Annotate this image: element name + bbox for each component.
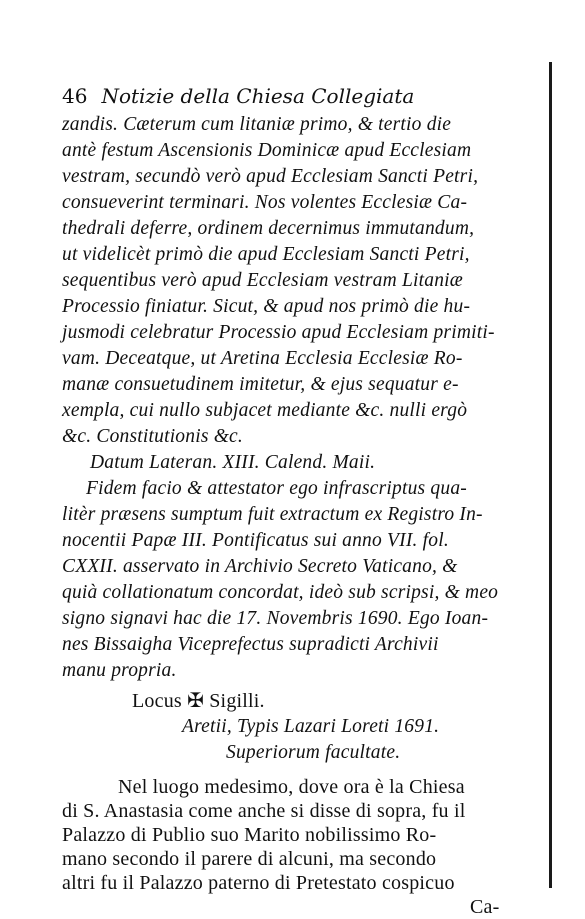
text-line: vestram, secundò verò apud Ecclesiam Sancti Petri,: [62, 166, 479, 187]
text-line: CXXII. asservato in Archivio Secreto Vaticano, &: [62, 556, 458, 577]
page-edge-rule: [549, 62, 552, 888]
text-line: thedrali deferre, ordinem decernimus immutandum,: [62, 218, 475, 239]
text-line: antè festum Ascensionis Dominicæ apud Ecclesiam: [62, 140, 472, 161]
running-header: [62, 84, 414, 108]
text-line: mano secondo il parere di alcuni, ma secondo: [62, 848, 437, 870]
page-number: 46: [62, 84, 88, 108]
text-line: Fidem facio & attestator ego infrascriptus qua-: [86, 478, 467, 499]
text-line: &c. Constitutionis &c.: [62, 426, 243, 447]
text-line: nocentii Papæ III. Pontificatus sui anno VII. fol.: [62, 530, 449, 551]
datum-line: Datum Lateran. XIII. Calend. Maii.: [90, 452, 376, 473]
text-line: quià collationatum concordat, ideò sub scripsi, & meo: [62, 582, 499, 603]
text-line: jusmodi celebratur Processio apud Ecclesiam primiti-: [62, 322, 495, 343]
catchword: Ca-: [470, 896, 500, 918]
text-line: vam. Deceatque, ut Aretina Ecclesia Ecclesiæ Ro-: [62, 348, 463, 369]
text-line: signo signavi hac die 17. Novembris 1690. Ego Ioan-: [62, 608, 489, 629]
text-line: ut videlicèt primò die apud Ecclesiam Sancti Petri,: [62, 244, 470, 265]
text-line: xempla, cui nullo subjacet mediante &c. nulli ergò: [62, 400, 468, 421]
locus-sigilli: Locus ✠ Sigilli.: [132, 690, 265, 712]
text-line: nes Bissaigha Viceprefectus supradicti Archivii: [62, 634, 439, 655]
text-line: zandis. Cæterum cum litaniæ primo, & tertio die: [62, 114, 452, 135]
text-line: di S. Anastasia come anche si disse di sopra, fu il: [62, 800, 466, 822]
running-title: Notizie della Chiesa Collegiata: [101, 84, 415, 108]
imprint-line: Aretii, Typis Lazari Loreti 1691.: [182, 716, 440, 737]
text-line: Processio finiatur. Sicut, & apud nos primò die hu-: [62, 296, 471, 317]
text-line: Nel luogo medesimo, dove ora è la Chiesa: [118, 776, 465, 798]
text-line: consueverint terminari. Nos volentes Ecclesiæ Ca-: [62, 192, 468, 213]
text-line: Palazzo di Publio suo Marito nobilissimo Ro-: [62, 824, 437, 846]
text-line: sequentibus verò apud Ecclesiam vestram Litaniæ: [62, 270, 463, 291]
text-line: litèr præsens sumptum fuit extractum ex Registro In-: [62, 504, 483, 525]
text-line: manu propria.: [62, 660, 177, 681]
imprint-line: Superiorum facultate.: [226, 742, 401, 763]
text-line: altri fu il Palazzo paterno di Pretestato cospicuo: [62, 872, 455, 894]
text-line: manæ consuetudinem imitetur, & ejus sequatur e-: [62, 374, 459, 395]
